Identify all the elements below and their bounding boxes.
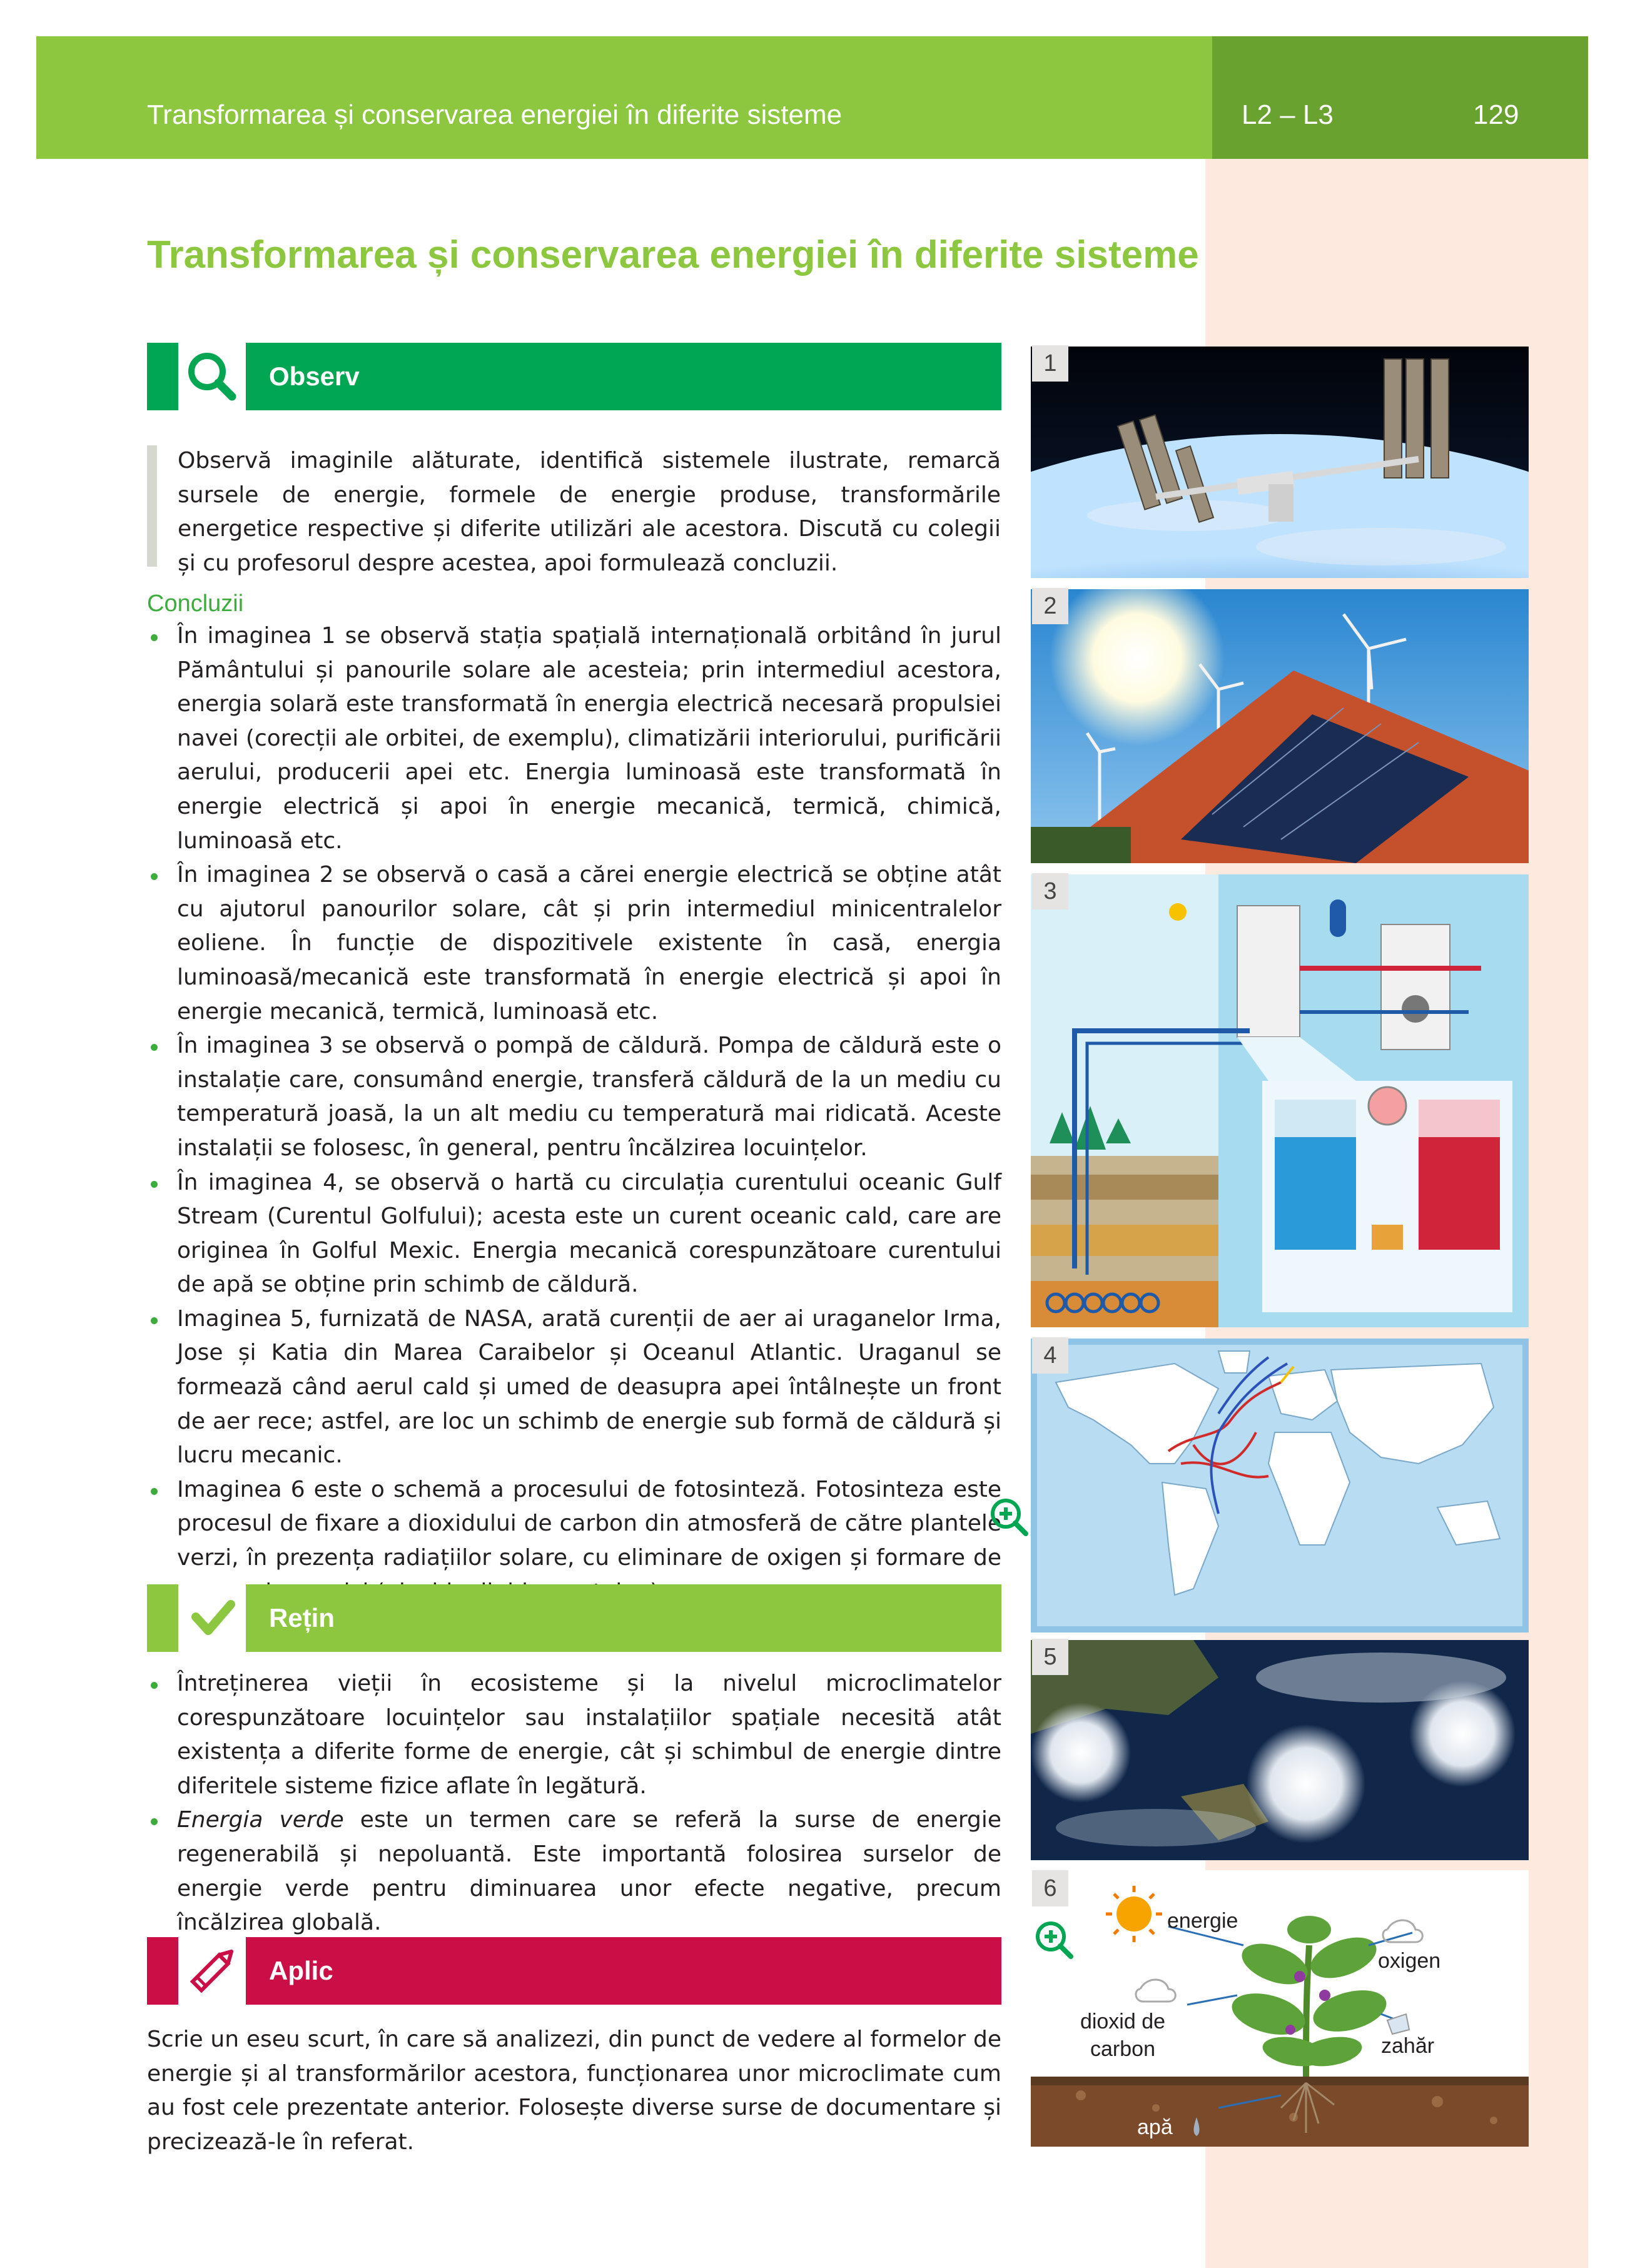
conclusion-item: Imaginea 6 este o schemă a procesului de fotosinteză. Fotosinteza este procesul de fixare a dioxidului de carbon din atmosferă de către plantele verzi, în prezența radiațiilor solare, cu eliminare de oxigen și formare de [147, 1473, 1001, 1609]
intro-side-bar [147, 445, 157, 567]
figure-4-gulf-stream-map [1031, 1339, 1529, 1633]
figure-3-heat-pump [1031, 874, 1529, 1327]
observ-label: Observ [269, 362, 360, 391]
label-oxigen: oxigen [1378, 1949, 1441, 1973]
figure-number-6: 6 [1032, 1870, 1068, 1906]
conclusion-item: În imaginea 3 se observă o pompă de căldură. Pompa de căldură este o instalație care, consumând energie, transferă căldură de la un mediu cu temperatură joasă, la un alt mediu cu temperatură mai ridicată. Aceste instalații se folosesc, în general, pentru încălzirea locuințelor. [147, 1029, 1001, 1165]
page-number: 129 [1473, 99, 1519, 130]
figure-number-4: 4 [1032, 1337, 1068, 1374]
figure-number-1: 1 [1032, 345, 1068, 382]
label-zahar: zahăr [1381, 2034, 1435, 2058]
aplic-section-bar [147, 1937, 1001, 2005]
zoom-in-icon[interactable] [987, 1495, 1031, 1539]
figure-number-5: 5 [1032, 1639, 1068, 1675]
label-apa: apă [1137, 2115, 1173, 2139]
aplic-label: Aplic [269, 1956, 333, 1985]
aplic-text: Scrie un eseu scurt, în care să analizezi, din punct de vedere al formelor de energie și al transformărilor acestora, funcționarea unor microclimate cum au fost cele prezentate anterior. Folosește diverse surse de documentare și precizează-le în referat. [147, 2027, 1001, 2155]
figure-5-hurricanes [1031, 1640, 1529, 1860]
page-title: Transformarea și conservarea energiei în diferite sisteme [147, 233, 1199, 276]
label-energie: energie [1167, 1909, 1238, 1933]
magnifier-icon [178, 343, 246, 410]
retin-item: Întreținerea vieții în ecosisteme și la nivelul microclimatelor corespunzătoare locuințelor sau instalațiilor spațiale necesită atât existența a diferite forme de energie, cât și schimbul de energie dintre diferitele sisteme fizice aflate în legătură. [147, 1667, 1001, 1803]
figure-number-3: 3 [1032, 873, 1068, 909]
retin-section-bar [147, 1584, 1001, 1652]
retin-list [147, 1667, 1001, 1940]
retin-label: Rețin [269, 1603, 335, 1633]
observ-section-bar [147, 343, 1001, 410]
figure-number-2: 2 [1032, 588, 1068, 624]
lesson-code: L2 – L3 [1242, 99, 1334, 130]
conclusions-heading: Concluzii [147, 590, 244, 617]
conclusion-item: În imaginea 4, se observă o hartă cu circulația curentului oceanic Gulf Stream (Curentul Golfului); acesta este un curent oceanic cald, care are originea în Golful Mexic. Energia mecanică corespunzătoare curentului de apă se obține prin schimb de căldură. [147, 1166, 1001, 1302]
label-dioxid-de-carbon: dioxid de carbon [1080, 2010, 1166, 2061]
retin-item: Energia verde este un termen care se referă la surse de energie regenerabilă și nepoluantă. Este importantă folosirea surselor de energie verde pentru diminuarea unor efecte negative, precum încălzirea globală. [147, 1803, 1001, 1940]
conclusion-item: În imaginea 2 se observă o casă a cărei energie electrică se obține atât cu ajutorul panourilor solare, cât și prin intermediul minicentralelor eoliene. În funcție de dispozitivele existente în casă, energia luminoasă/mecanică este transformată în energie electrică și apoi în energie mecanică, termică, luminoasă etc. [147, 858, 1001, 1029]
figure-1-space-station [1031, 347, 1529, 578]
pencil-icon [178, 1937, 246, 2005]
checkmark-icon [178, 1584, 246, 1652]
conclusions-list [147, 619, 1001, 1609]
zoom-in-icon[interactable] [1032, 1918, 1076, 1962]
conclusion-item: Imaginea 5, furnizată de NASA, arată curenții de aer ai uraganelor Irma, Jose și Katia din Marea Caraibelor și Oceanul Atlantic. Uraganul se formează când aerul cald și umed de deasupra apei întâlnește un front de aer rece; astfel, are loc un schimb de energie sub formă de căldură și lucru mecanic. [147, 1302, 1001, 1473]
green-energy-term: Energia verde [177, 1807, 344, 1833]
conclusion-item: În imaginea 1 se observă stația spațială internațională orbitând în jurul Pământului și panourile solare ale acesteia; prin intermediul acestora, energia solară este transformată în energia electrică necesară propulsiei navei (corecții ale orbitei, de exemplu), climatizării interiorului, purificării aerului, producerii apei etc. Energia luminoasă este transformată în energie electrică și apoi în energie mecanică, termică, chimică, luminoasă etc. [147, 619, 1001, 858]
figure-6-photosynthesis [1031, 1870, 1529, 2147]
running-title: Transformarea și conservarea energiei în diferite sisteme [147, 99, 843, 130]
figure-2-solar-house [1031, 589, 1529, 863]
observ-intro: Observă imaginile alăturate, identifică sistemele ilustrate, remarcă sursele de energie, formele de energie produse, transformările energetice respective și diferite utilizări ale acestora. Discută cu colegii și cu profesorul despre acestea, apoi formulează concluzii. [178, 448, 1001, 576]
